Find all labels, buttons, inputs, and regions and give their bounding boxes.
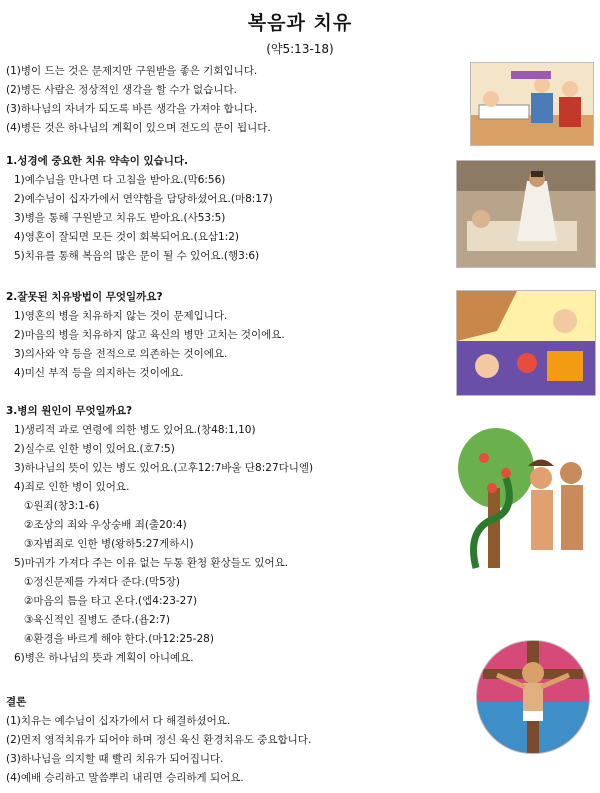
- list-item: ④환경을 바르게 해야 한다.(마12:25-28): [24, 633, 214, 645]
- list-item: 5)마귀가 가져다 주는 이유 없는 두통 환청 환상들도 있어요.: [14, 557, 289, 569]
- conclusion-heading: 결론: [6, 696, 27, 708]
- adam-eve-serpent-illustration: [456, 418, 594, 578]
- list-item: 2)마음의 병을 치유하지 않고 육신의 병만 고치는 것이에요.: [14, 329, 285, 341]
- intro-item: (4)병든 것은 하나님의 계획이 있으며 전도의 문이 됩니다.: [6, 122, 271, 134]
- list-item: ②마음의 틈을 타고 온다.(엡4:23-27): [24, 595, 198, 607]
- section-1-heading: 1.성경에 중요한 치유 약속이 있습니다.: [6, 155, 189, 167]
- list-item: 1)영혼의 병을 치유하지 않는 것이 문제입니다.: [14, 310, 228, 322]
- list-item: (4)예배 승리하고 말씀뿌리 내리면 승리하게 되어요.: [6, 772, 244, 784]
- list-item: (2)먼저 영적치유가 되어야 하며 정신 육신 환경치유도 중요합니다.: [6, 734, 312, 746]
- list-item: ①정신문제를 가져다 준다.(막5장): [24, 576, 181, 588]
- intro-list: [6, 62, 456, 138]
- wrong-healing-illustration: [456, 290, 596, 396]
- list-item: 4)죄로 인한 병이 있어요.: [14, 481, 130, 493]
- crucifixion-illustration: [476, 640, 590, 754]
- list-item: 2)예수님이 십자가에서 연약함을 담당하셨어요.(마8:17): [14, 193, 273, 205]
- list-item: 2)실수로 인한 병이 있어요.(호7:5): [14, 443, 175, 455]
- list-item: 3)의사와 약 등을 전적으로 의존하는 것이에요.: [14, 348, 228, 360]
- list-item: 4)미신 부적 등을 의지하는 것이에요.: [14, 367, 184, 379]
- jesus-healing-illustration: [456, 160, 596, 268]
- list-item: 1)예수님을 만나면 다 고침을 받아요.(막6:56): [14, 174, 226, 186]
- list-item: 1)생리적 과로 연령에 의한 병도 있어요.(창48:1,10): [14, 424, 256, 436]
- intro-item: (3)하나님의 자녀가 되도록 바른 생각을 가져야 합니다.: [6, 103, 258, 115]
- list-item: ③육신적인 질병도 준다.(욥2:7): [24, 614, 170, 626]
- section-3: [6, 402, 456, 668]
- list-item: 5)치유를 통해 복음의 많은 문이 될 수 있어요.(행3:6): [14, 250, 260, 262]
- list-item: 4)영혼이 잘되면 모든 것이 회복되어요.(요삼1:2): [14, 231, 239, 243]
- list-item: 3)병을 통해 구원받고 치유도 받아요.(사53:5): [14, 212, 226, 224]
- section-1: [6, 152, 456, 266]
- intro-item: (2)병든 사람은 정상적인 생각을 할 수가 없습니다.: [6, 84, 237, 96]
- sick-people-illustration: [470, 62, 594, 146]
- list-item: ①원죄(창3:1-6): [24, 500, 100, 512]
- scripture-reference: (약5:13-18): [266, 42, 334, 56]
- page-title: 복음과 치유: [247, 12, 353, 34]
- list-item: 3)하나님의 뜻이 있는 병도 있어요.(고후12:7바울 단8:27다니엘): [14, 462, 314, 474]
- intro-item: (1)병이 드는 것은 문제지만 구원받을 좋은 기회입니다.: [6, 65, 258, 77]
- list-item: 6)병은 하나님의 뜻과 계획이 아니예요.: [14, 652, 194, 664]
- list-item: ②조상의 죄와 우상숭배 죄(출20:4): [24, 519, 187, 531]
- section-2: [6, 288, 456, 383]
- list-item: ③자범죄로 인한 병(왕하5:27게하시): [24, 538, 194, 550]
- section-3-heading: 3.병의 원인이 무엇일까요?: [6, 405, 133, 417]
- list-item: (3)하나님을 의지할 때 빨리 치유가 되어집니다.: [6, 753, 224, 765]
- conclusion: [6, 693, 456, 788]
- list-item: (1)치유는 예수님이 십자가에서 다 해결하셨어요.: [6, 715, 231, 727]
- section-2-heading: 2.잘못된 치유방법이 무엇일까요?: [6, 291, 163, 303]
